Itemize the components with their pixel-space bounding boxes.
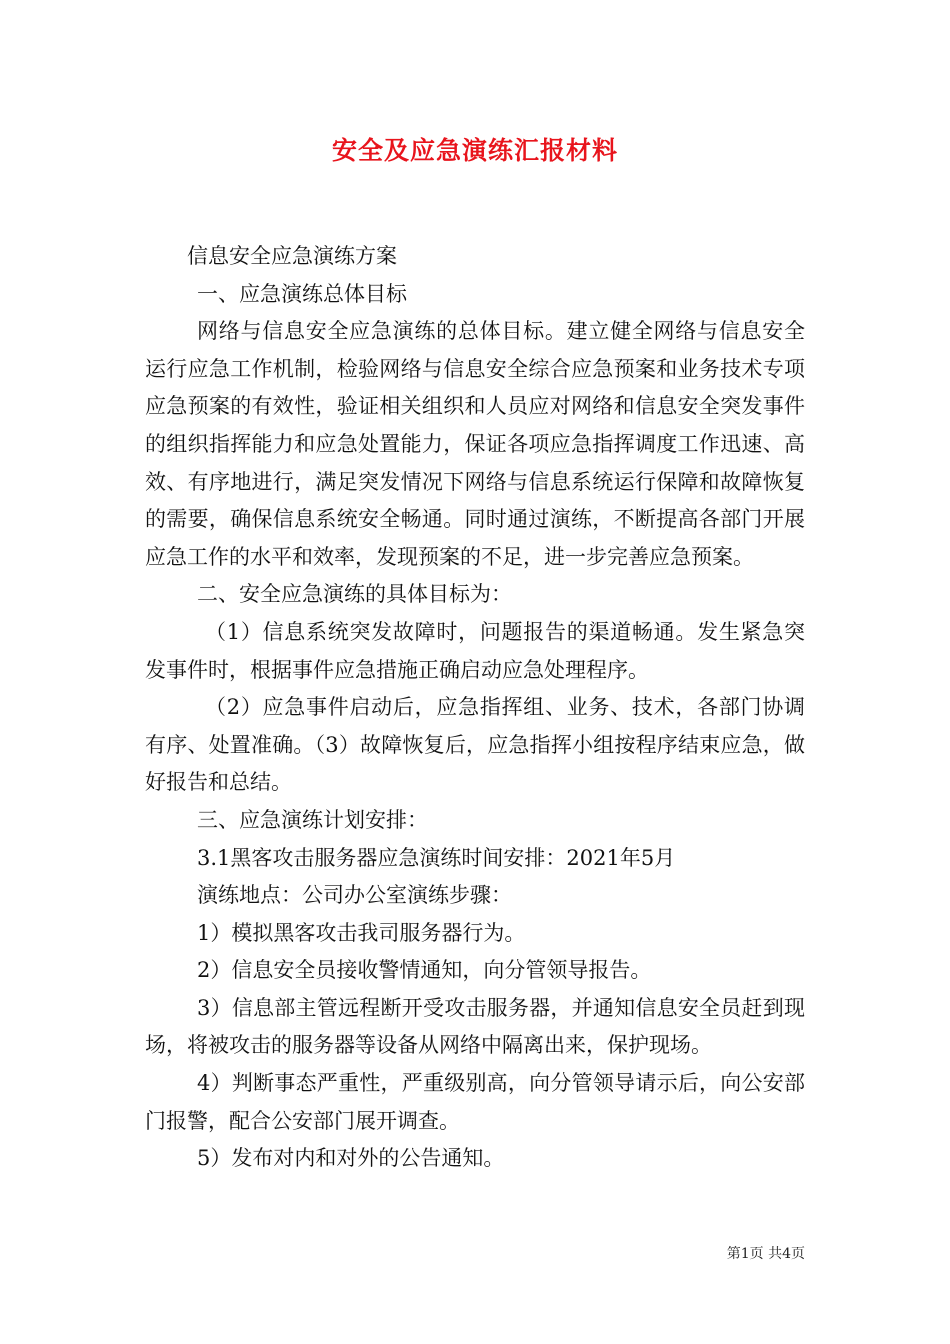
paragraph-goal-2-3: （2）应急事件启动后，应急指挥组、业务、技术，各部门协调有序、处置准确。（3）故障恢复后，应急指挥小组按程序结束应急，做好报告和总结。 — [145, 695, 805, 795]
step-2: 2）信息安全员接收警情通知，向分管领导报告。 — [197, 958, 652, 983]
paragraph-goal-1: （1）信息系统突发故障时，问题报告的渠道畅通。发生紧急突发事件时，根据事件应急措施正确启动应急处理程序。 — [145, 619, 805, 682]
step-1: 1）模拟黑客攻击我司服务器行为。 — [197, 920, 526, 945]
section-heading-1: 一、应急演练总体目标 — [197, 281, 407, 306]
step-3: 3）信息部主管远程断开受攻击服务器，并通知信息安全员赶到现场，将被攻击的服务器等设备从网络中隔离出来，保护现场。 — [145, 995, 805, 1058]
page-number-footer: 第1页 共4页 — [726, 1246, 805, 1262]
paragraph-overall-goal: 网络与信息安全应急演练的总体目标。建立健全网络与信息安全运行应急工作机制，检验网络与信息安全综合应急预案和业务技术专项应急预案的有效性，验证相关组织和人员应对网络和信息安全突发事件的组织指挥能力和应急处置能力，保证各项应急指挥调度工作迅速、高效、有序地进行，满足突发情况下网络与信息系统运行保障和故障恢复的需要，确保信息系统安全畅通。同时通过演练，不断提高各部门开展应急工作的水平和效率，发现预案的不足，进一步完善应急预案。 — [145, 319, 805, 569]
document-title: 安全及应急演练汇报材料 — [331, 136, 618, 165]
section-heading-plan: 信息安全应急演练方案 — [187, 244, 397, 268]
section-heading-2: 二、安全应急演练的具体目标为： — [197, 582, 512, 607]
step-5: 5）发布对内和对外的公告通知。 — [197, 1146, 505, 1171]
paragraph-location: 演练地点：公司办公室演练步骤： — [197, 883, 512, 908]
section-heading-3: 三、应急演练计划安排： — [197, 807, 428, 832]
document-body — [145, 238, 805, 1178]
paragraph-schedule: 3.1黑客攻击服务器应急演练时间安排：2021年5月 — [197, 845, 676, 870]
step-4: 4）判断事态严重性，严重级别高，向分管领导请示后，向公安部门报警，配合公安部门展开调查。 — [145, 1071, 805, 1133]
